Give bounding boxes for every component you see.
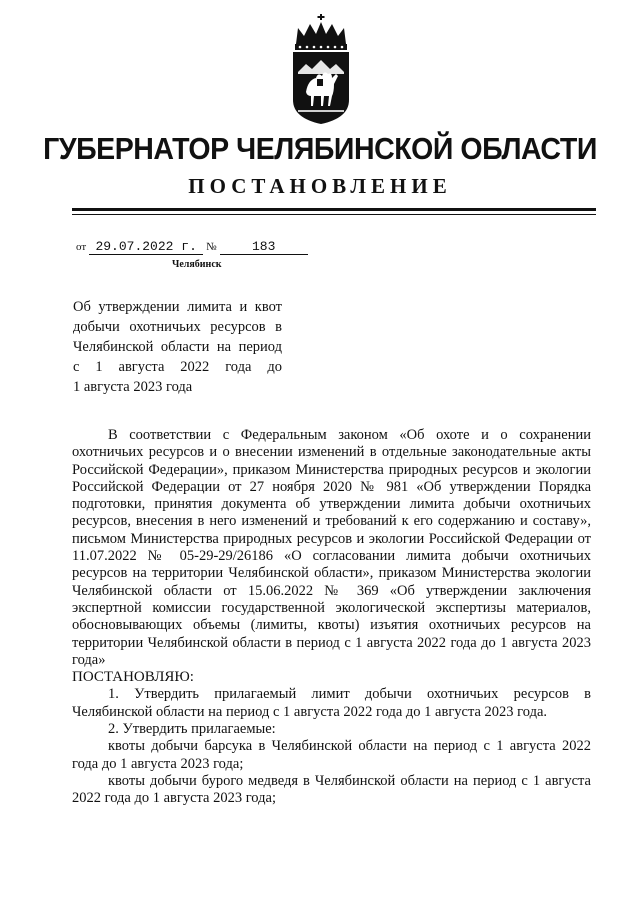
coat-of-arms-icon — [290, 14, 352, 126]
decree-word: ПОСТАНОВЛЯЮ: — [72, 669, 194, 686]
document-type: ПОСТАНОВЛЕНИЕ — [188, 174, 452, 198]
city: Челябинск — [172, 259, 222, 270]
document-subject — [73, 297, 282, 397]
item-2: 2. Утвердить прилагаемые: — [108, 721, 276, 738]
dateline — [76, 239, 308, 255]
issuer-title: ГУБЕРНАТОР ЧЕЛЯБИНСКОЙ ОБЛАСТИ — [43, 131, 597, 166]
subject-line: 1 августа 2023 года — [73, 379, 193, 395]
item-2b: квоты добычи бурого медведя в Челябинской области на период с 1 августа 2022 года до 1 августа 2023 года; — [72, 772, 591, 807]
header-divider-thin — [72, 214, 596, 215]
document-number: 183 — [220, 239, 308, 255]
document-body — [72, 427, 591, 808]
item-1: 1. Утвердить прилагаемый лимит добычи охотничьих ресурсов в Челябинской области на период с 1 августа 2022 года до 1 августа 2023 года. — [72, 686, 591, 720]
subject-line: добычи охотничьих ресурсов в — [73, 319, 282, 335]
subject-line: с 1 августа 2022 года до — [73, 359, 282, 375]
preamble-paragraph: В соответствии с Федеральным законом «Об охоте и о сохранении охотничьих ресурсов и о внесении изменений в отдельные законодательные акты Российской Федерации», приказом Министерства природных ресурсов и экологии Российской Федерации от 27 ноября 2020 № 981 «Об утверждении Порядка подготовки, принятия документа об утверждении лимита добычи охотничьих ресурсов, внесения в него изменений и требований к его содержанию и составу», письмом Министерства природных ресурсов и экологии Российской Федерации от 11.07.2022 № 05-29-29/26186 «О согласовании лимита добычи охотничьих ресурсов на территории Челябинской области», приказом Министерства экологии Челябинской области от 15.06.2022 № 369 «Об утверждении заключения экспертной комиссии государственной экологической экспертизы материалов, обосновывающих объемы (лимиты, квоты) изъятия охотничьих ресурсов на территории Челябинской области в период с 1 августа 2022 года до 1 августа 2023 года» — [72, 427, 591, 668]
date-label: от — [76, 241, 87, 253]
number-label: № — [206, 241, 217, 253]
subject-line: Челябинской области на период — [73, 339, 282, 355]
document-date: 29.07.2022 г. — [89, 239, 203, 255]
subject-line: Об утверждении лимита и квот — [73, 299, 282, 315]
header-divider-thick — [72, 208, 596, 211]
item-2a: квоты добычи барсука в Челябинской области на период с 1 августа 2022 года до 1 августа 2023 года; — [72, 738, 591, 772]
